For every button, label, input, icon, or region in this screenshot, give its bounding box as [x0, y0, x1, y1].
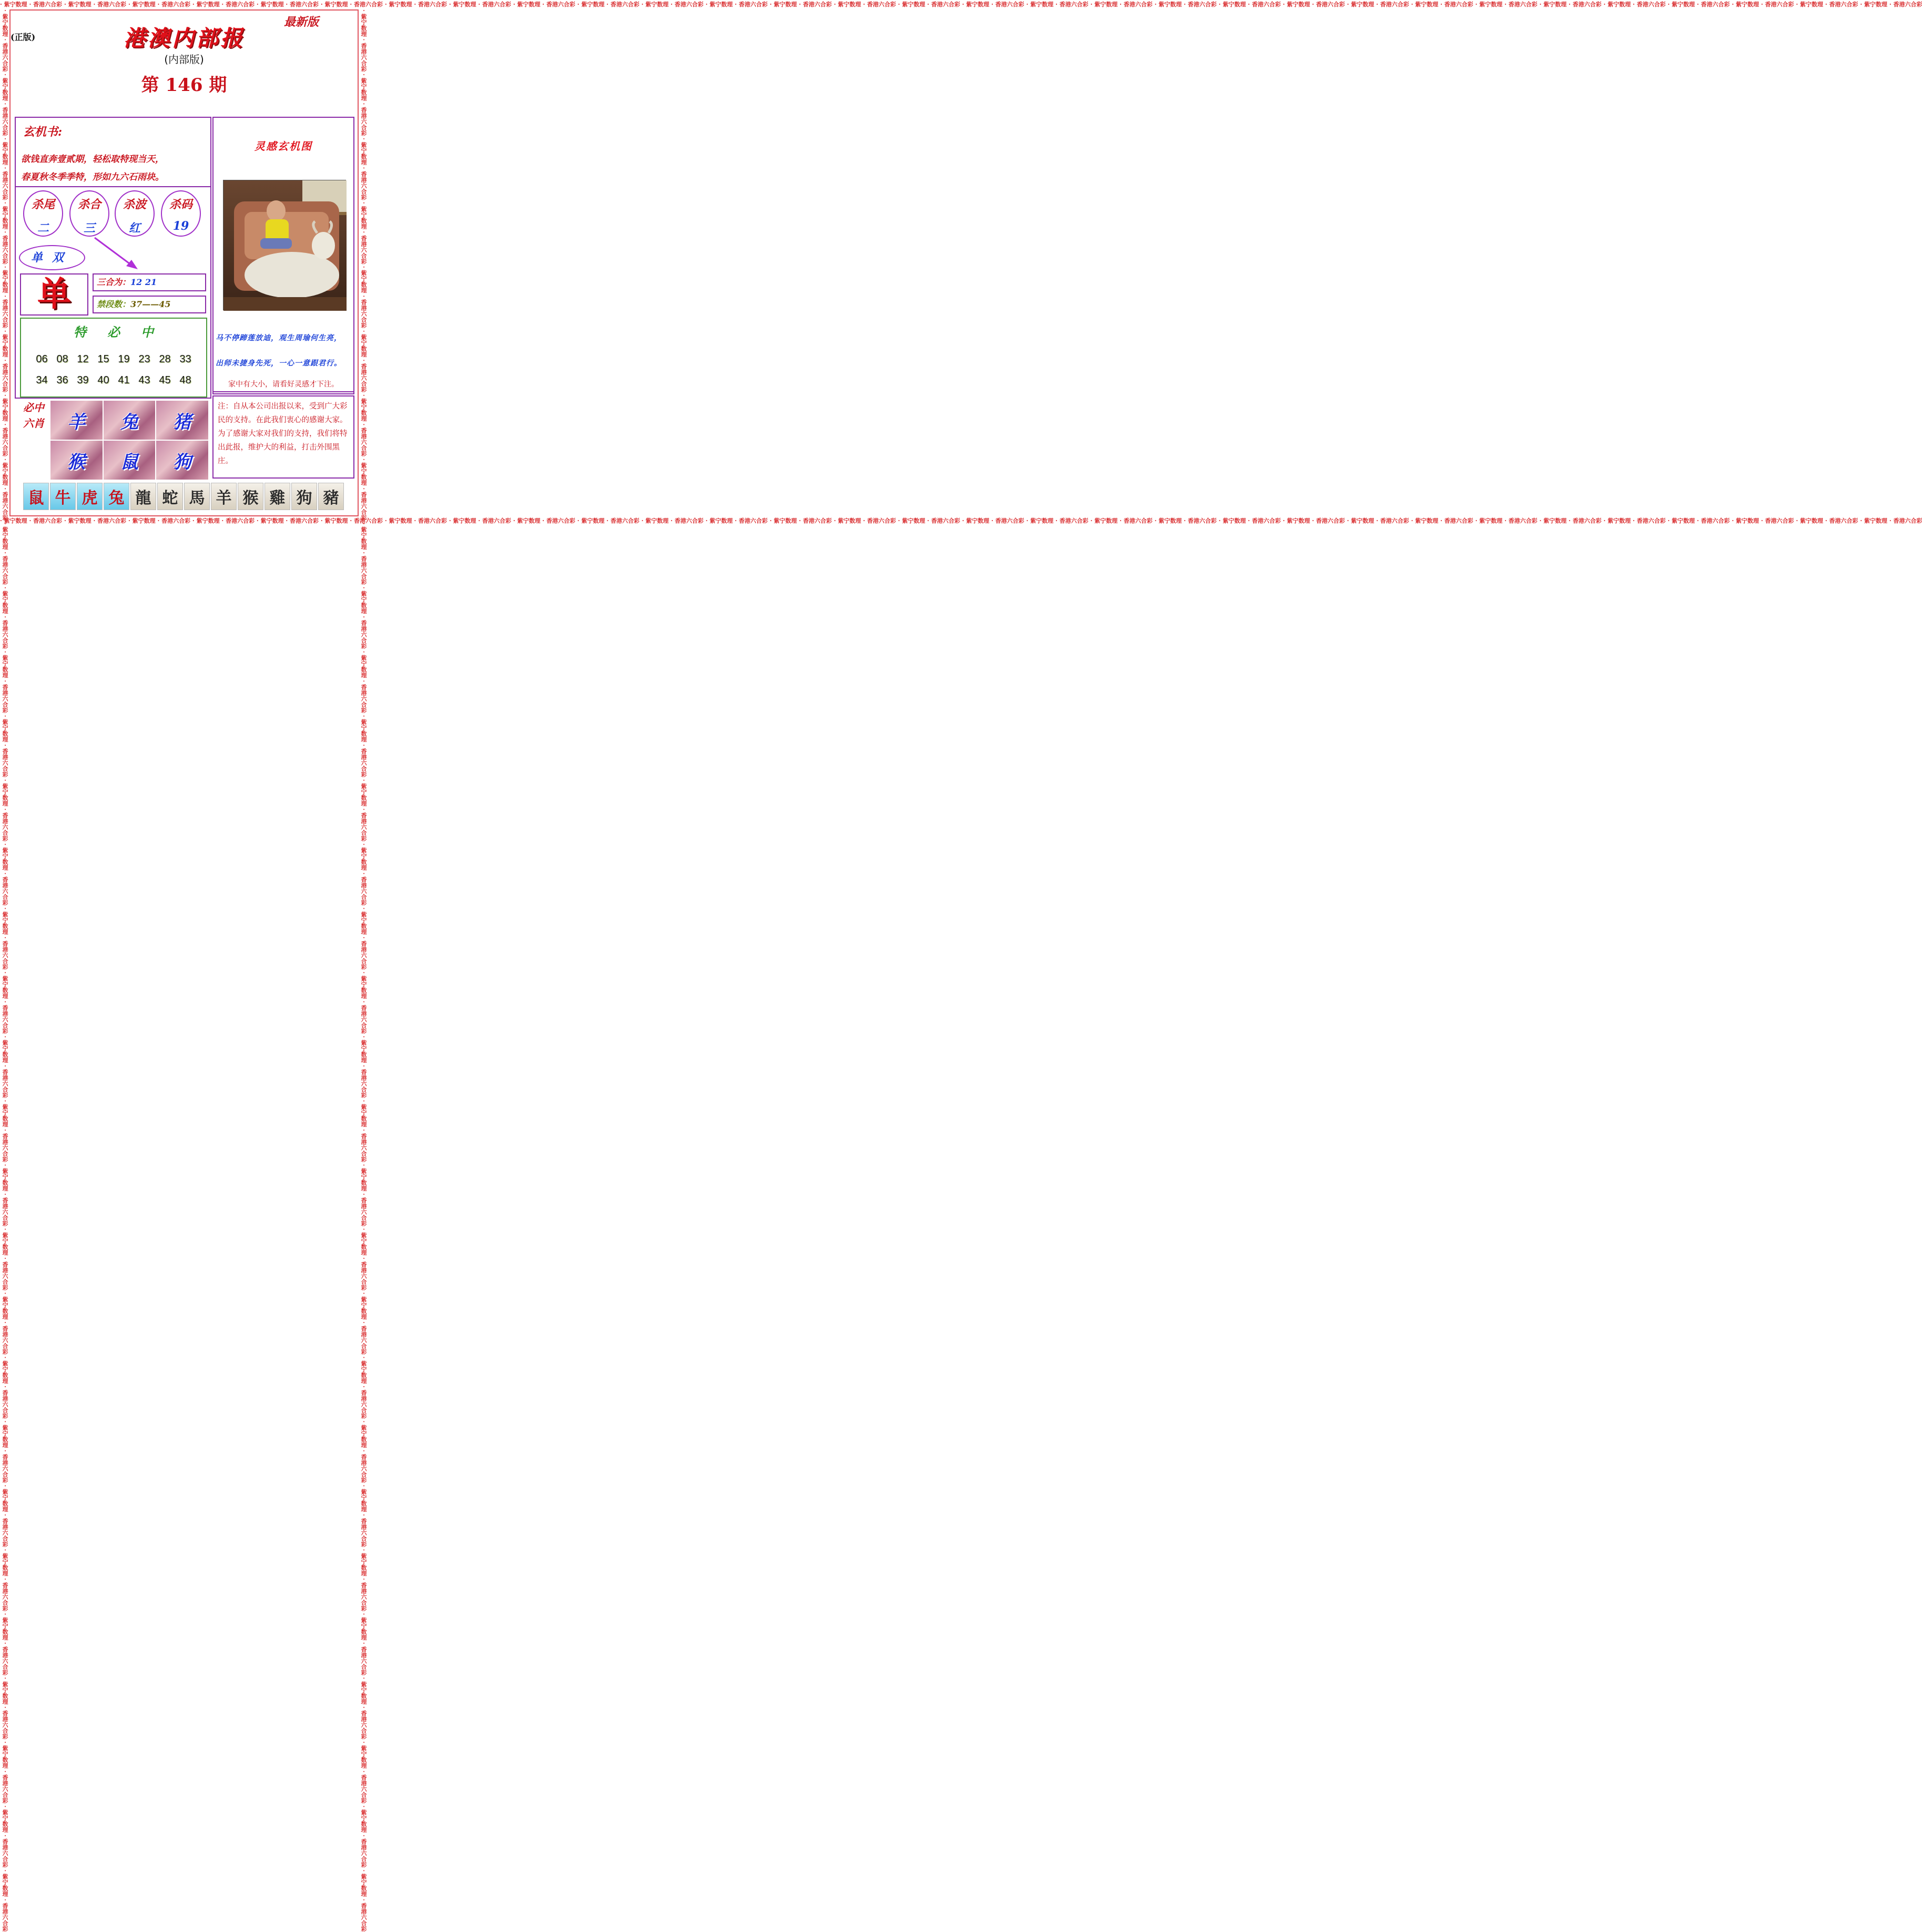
number: 28: [159, 353, 171, 365]
zodiac-cell: 狗: [156, 441, 208, 480]
border-bottom: · 紫宁数理 · 香港六合彩 · 紫宁数理 · 香港六合彩 · 紫宁数理 · 香港六合彩 · 紫宁数理 · 香港六合彩 · 紫宁数理 · 香港六合彩 · 紫宁数理 · 香港六合彩 · 紫宁数理 · 香港六合彩 · 紫宁数理 · 香港六合彩 · 紫宁数理 · 香港六合彩 · 紫宁数理 · 香港六合彩 · 紫宁数理 · 香港六合彩 · 紫宁数理 · 香港六合彩 · 紫宁数理 · 香港六合彩 · 紫宁数理 · 香港六合彩 · 紫宁数理 · 香港六合彩 · 紫宁数理 · 香港六合彩 · 紫宁数理 · 香港六合彩 · 紫宁数理 · 香港六合彩 · 紫宁数理 · 香港六合彩 · 紫宁数理 · 香港六合彩 · 紫宁数理 · 香港六合彩 · 紫宁数理 · 香港六合彩 · 紫宁数理 · 香港六合彩 · 紫宁数理 · 香港六合彩 · 紫宁数理 · 香港六合彩 · 紫宁数理 · 香港六合彩 · 紫宁数理 · 香港六合彩 · 紫宁数理 · 香港六合彩 · 紫宁数理 · 香港六合彩 · 紫宁数理 · 香港六合彩: [0, 517, 1922, 524]
bottom-zodiac: 豬: [318, 483, 344, 510]
number: 15: [97, 353, 109, 365]
number: 33: [179, 353, 191, 365]
oval-value: 三: [83, 221, 95, 235]
number: 40: [97, 374, 109, 386]
edition-tag: (正版): [11, 32, 36, 42]
oval-sha-ma: [161, 190, 201, 237]
divider: [16, 186, 210, 187]
oval-value: 红: [128, 221, 140, 235]
bizhong-label: 必中六肖: [23, 401, 44, 430]
xuanji-heading: 玄机书:: [23, 125, 63, 139]
arrow-icon: [89, 233, 142, 273]
jinduan-box: [93, 296, 206, 313]
number: 34: [36, 374, 48, 386]
oval-title: 杀合: [77, 198, 101, 211]
sanhe-value: 12 21: [130, 277, 157, 287]
sanhe-label: 三合为：: [97, 277, 131, 287]
oval-sha-bo: [115, 190, 155, 237]
zodiac-cell: 鼠: [104, 441, 156, 480]
border-right: · 紫宁数理 · 香港六合彩 · 紫宁数理 · 香港六合彩 · 紫宁数理 · 香港六合彩 · 紫宁数理 · 香港六合彩 · 紫宁数理 · 香港六合彩 · 紫宁数理 · 香港六合彩 · 紫宁数理 · 香港六合彩 · 紫宁数理 · 香港六合彩 · 紫宁数理 · 香港六合彩 · 紫宁数理 · 香港六合彩 · 紫宁数理 · 香港六合彩 · 紫宁数理 · 香港六合彩 · 紫宁数理 · 香港六合彩 · 紫宁数理 · 香港六合彩 · 紫宁数理 · 香港六合彩 · 紫宁数理 · 香港六合彩 · 紫宁数理 · 香港六合彩 · 紫宁数理 · 香港六合彩 · 紫宁数理 · 香港六合彩 · 紫宁数理 · 香港六合彩 · 紫宁数理 · 香港六合彩 · 紫宁数理 · 香港六合彩 · 紫宁数理 · 香港六合彩 · 紫宁数理 · 香港六合彩 · 紫宁数理 · 香港六合彩 · 紫宁数理 · 香港六合彩 · 紫宁数理 · 香港六合彩 · 紫宁数理 · 香港六合彩 · 紫宁数理 · 香港六合彩 · 紫宁数理 · 香港六合彩: [360, 9, 367, 1932]
zodiac-cell: 兔: [104, 401, 156, 440]
oval-title: 杀波: [123, 198, 146, 211]
number: 48: [179, 374, 191, 386]
jinduan-label: 禁段数：: [97, 299, 131, 309]
lingan-poem-2: 出师未捷身先死，一心一意跟君行。: [216, 359, 342, 368]
dan-shuang-oval: 单双: [19, 245, 85, 270]
page-subtitle: (内部版): [164, 53, 204, 66]
photo-illustration: [223, 180, 347, 311]
page-title: 港澳内部报: [123, 25, 245, 51]
number: 06: [36, 353, 48, 365]
xuanji-line-1: 欲钱直奔壹贰期，轻松取特现当天，: [21, 154, 164, 165]
number-row-2: [20, 374, 207, 387]
number-row-1: [20, 353, 207, 365]
border-left: · 紫宁数理 · 香港六合彩 · 紫宁数理 · 香港六合彩 · 紫宁数理 · 香港六合彩 · 紫宁数理 · 香港六合彩 · 紫宁数理 · 香港六合彩 · 紫宁数理 · 香港六合彩 · 紫宁数理 · 香港六合彩 · 紫宁数理 · 香港六合彩 · 紫宁数理 · 香港六合彩 · 紫宁数理 · 香港六合彩 · 紫宁数理 · 香港六合彩 · 紫宁数理 · 香港六合彩 · 紫宁数理 · 香港六合彩 · 紫宁数理 · 香港六合彩 · 紫宁数理 · 香港六合彩 · 紫宁数理 · 香港六合彩 · 紫宁数理 · 香港六合彩 · 紫宁数理 · 香港六合彩 · 紫宁数理 · 香港六合彩 · 紫宁数理 · 香港六合彩 · 紫宁数理 · 香港六合彩 · 紫宁数理 · 香港六合彩 · 紫宁数理 · 香港六合彩 · 紫宁数理 · 香港六合彩 · 紫宁数理 · 香港六合彩 · 紫宁数理 · 香港六合彩 · 紫宁数理 · 香港六合彩 · 紫宁数理 · 香港六合彩 · 紫宁数理 · 香港六合彩 · 紫宁数理 · 香港六合彩: [2, 9, 8, 1932]
bottom-zodiac: 龍: [130, 483, 156, 510]
zodiac-cell: 羊: [50, 401, 103, 440]
big-char: 单: [37, 274, 71, 314]
zodiac-cell: 猴: [50, 441, 103, 480]
oval-sha-wei: [23, 190, 63, 237]
lingan-photo: [223, 180, 346, 310]
issue-number: 第 146 期: [141, 75, 227, 96]
note-text: 注：自从本公司出报以来，受到广大彩民的支持。在此我们衷心的感谢大家。为了感谢大家对我们的支持，我们将特出此报，维护大的利益，打击外围黑庄。: [218, 402, 348, 465]
oval-value: 二: [37, 221, 49, 235]
bottom-zodiac: 馬: [184, 483, 210, 510]
number: 36: [56, 374, 68, 386]
big-char-box: [20, 273, 88, 316]
jinduan-value: 37——45: [130, 299, 171, 309]
lingan-title: 灵感玄机图: [255, 140, 312, 152]
number: 45: [159, 374, 171, 386]
number: 41: [118, 374, 130, 386]
bottom-zodiac: 兔: [104, 483, 129, 510]
number: 23: [138, 353, 150, 365]
lingan-notice: 家中有大小，请看好灵感才下注。: [228, 380, 339, 389]
bottom-zodiac-row: [23, 483, 344, 510]
note-box: [212, 395, 354, 479]
bottom-zodiac: 雞: [265, 483, 290, 510]
zodiac-grid: [50, 401, 208, 480]
tebi-title: 特必中: [74, 324, 175, 340]
border-top: · 紫宁数理 · 香港六合彩 · 紫宁数理 · 香港六合彩 · 紫宁数理 · 香港六合彩 · 紫宁数理 · 香港六合彩 · 紫宁数理 · 香港六合彩 · 紫宁数理 · 香港六合彩 · 紫宁数理 · 香港六合彩 · 紫宁数理 · 香港六合彩 · 紫宁数理 · 香港六合彩 · 紫宁数理 · 香港六合彩 · 紫宁数理 · 香港六合彩 · 紫宁数理 · 香港六合彩 · 紫宁数理 · 香港六合彩 · 紫宁数理 · 香港六合彩 · 紫宁数理 · 香港六合彩 · 紫宁数理 · 香港六合彩 · 紫宁数理 · 香港六合彩 · 紫宁数理 · 香港六合彩 · 紫宁数理 · 香港六合彩 · 紫宁数理 · 香港六合彩 · 紫宁数理 · 香港六合彩 · 紫宁数理 · 香港六合彩 · 紫宁数理 · 香港六合彩 · 紫宁数理 · 香港六合彩 · 紫宁数理 · 香港六合彩 · 紫宁数理 · 香港六合彩 · 紫宁数理 · 香港六合彩 · 紫宁数理 · 香港六合彩 · 紫宁数理 · 香港六合彩 · 紫宁数理 · 香港六合彩: [0, 1, 1922, 8]
oval-value: 19: [172, 219, 189, 233]
number: 39: [77, 374, 89, 386]
bottom-zodiac: 羊: [211, 483, 237, 510]
lingan-poem-1: 马不停蹄莲放迪，观生周瑜何生亮，: [216, 334, 342, 342]
latest-tag: 最新版: [284, 15, 319, 29]
oval-sha-he: [69, 190, 109, 237]
bottom-zodiac: 猴: [238, 483, 263, 510]
bottom-zodiac: 虎: [77, 483, 103, 510]
number: 08: [56, 353, 68, 365]
number: 43: [138, 374, 150, 386]
number: 19: [118, 353, 130, 365]
bottom-zodiac: 鼠: [23, 483, 49, 510]
bottom-zodiac: 牛: [50, 483, 76, 510]
bottom-zodiac: 蛇: [157, 483, 183, 510]
number: 12: [77, 353, 89, 365]
sanhe-box: [93, 273, 206, 291]
bottom-zodiac: 狗: [291, 483, 317, 510]
zodiac-cell: 猪: [156, 401, 208, 440]
oval-title: 杀码: [169, 198, 192, 211]
divider: [213, 391, 353, 392]
oval-title: 杀尾: [31, 198, 55, 211]
xuanji-line-2: 春夏秋冬季季特，形如九六石雨块。: [21, 172, 164, 182]
